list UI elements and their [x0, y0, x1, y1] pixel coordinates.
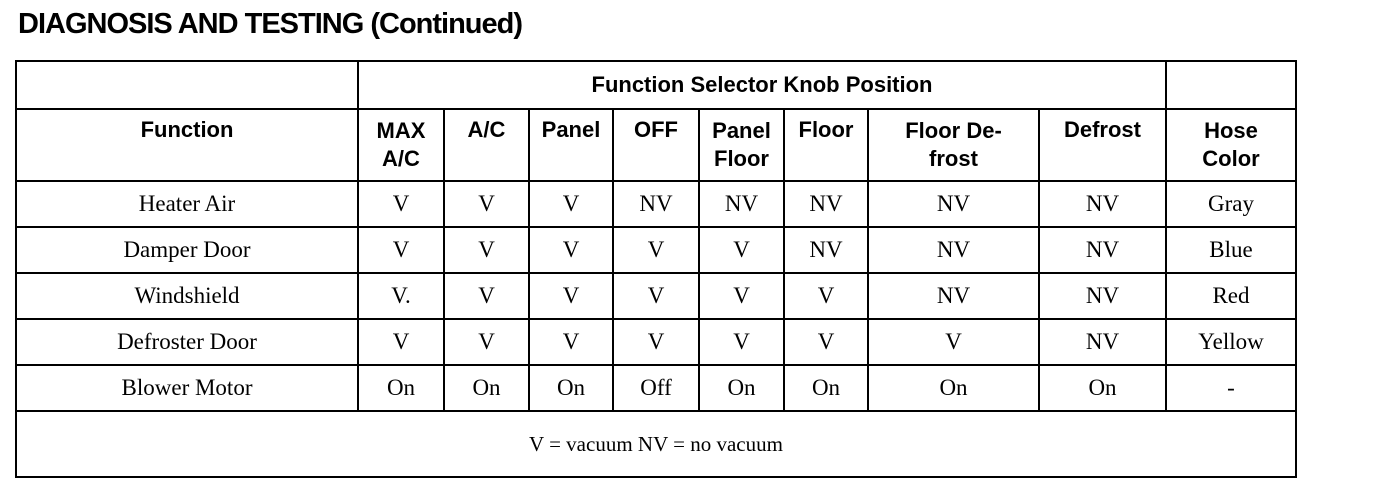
row-hose-color: Red: [1166, 273, 1296, 319]
table-row: [16, 181, 1296, 227]
vacuum-function-table: [15, 60, 1297, 478]
row-value: V: [529, 319, 613, 365]
row-value: NV: [613, 181, 699, 227]
row-value: NV: [784, 227, 868, 273]
row-value: V: [444, 319, 529, 365]
row-function-label: Heater Air: [16, 181, 358, 227]
row-value: Off: [613, 365, 699, 411]
row-value: On: [784, 365, 868, 411]
row-value: V: [529, 181, 613, 227]
row-value: V: [358, 227, 444, 273]
row-value: On: [868, 365, 1039, 411]
row-value: NV: [699, 181, 784, 227]
group-header: Function Selector Knob Position: [358, 61, 1166, 109]
row-value: V: [358, 319, 444, 365]
row-value: V.: [358, 273, 444, 319]
blank-header-cell: [16, 61, 358, 109]
row-value: V: [444, 181, 529, 227]
row-hose-color: Yellow: [1166, 319, 1296, 365]
column-header-ac: A/C: [444, 109, 529, 181]
row-value: NV: [868, 181, 1039, 227]
row-function-label: Blower Motor: [16, 365, 358, 411]
row-value: V: [613, 273, 699, 319]
legend-note: V = vacuum NV = no vacuum: [16, 411, 1296, 477]
row-value: NV: [868, 227, 1039, 273]
function-column-header: Function: [16, 109, 358, 181]
row-value: NV: [784, 181, 868, 227]
row-value: V: [868, 319, 1039, 365]
row-value: V: [529, 227, 613, 273]
row-value: V: [444, 273, 529, 319]
column-header-hose-color: Hose Color: [1166, 109, 1296, 181]
row-value: V: [529, 273, 613, 319]
row-value: NV: [1039, 227, 1166, 273]
table-row: [16, 319, 1296, 365]
page-title: DIAGNOSIS AND TESTING (Continued): [18, 8, 523, 40]
row-value: V: [699, 273, 784, 319]
column-header-max-ac: MAX A/C: [358, 109, 444, 181]
row-value: V: [699, 319, 784, 365]
row-value: NV: [868, 273, 1039, 319]
row-value: On: [444, 365, 529, 411]
column-header-panel-floor: Panel Floor: [699, 109, 784, 181]
row-value: V: [784, 273, 868, 319]
row-value: On: [699, 365, 784, 411]
row-value: V: [699, 227, 784, 273]
row-value: V: [444, 227, 529, 273]
row-hose-color: -: [1166, 365, 1296, 411]
table-row: [16, 227, 1296, 273]
blank-hose-header-cell: [1166, 61, 1296, 109]
row-value: NV: [1039, 273, 1166, 319]
row-value: NV: [1039, 319, 1166, 365]
row-function-label: Defroster Door: [16, 319, 358, 365]
column-header-floor-defrost: Floor De- frost: [868, 109, 1039, 181]
column-header-defrost: Defrost: [1039, 109, 1166, 181]
row-hose-color: Gray: [1166, 181, 1296, 227]
row-value: V: [784, 319, 868, 365]
row-function-label: Damper Door: [16, 227, 358, 273]
row-value: V: [613, 319, 699, 365]
row-value: V: [358, 181, 444, 227]
row-function-label: Windshield: [16, 273, 358, 319]
column-header-floor: Floor: [784, 109, 868, 181]
row-hose-color: Blue: [1166, 227, 1296, 273]
column-header-off: OFF: [613, 109, 699, 181]
row-value: V: [613, 227, 699, 273]
row-value: NV: [1039, 181, 1166, 227]
row-value: On: [1039, 365, 1166, 411]
row-value: On: [358, 365, 444, 411]
table-row: [16, 273, 1296, 319]
row-value: On: [529, 365, 613, 411]
table-row: [16, 365, 1296, 411]
column-header-panel: Panel: [529, 109, 613, 181]
